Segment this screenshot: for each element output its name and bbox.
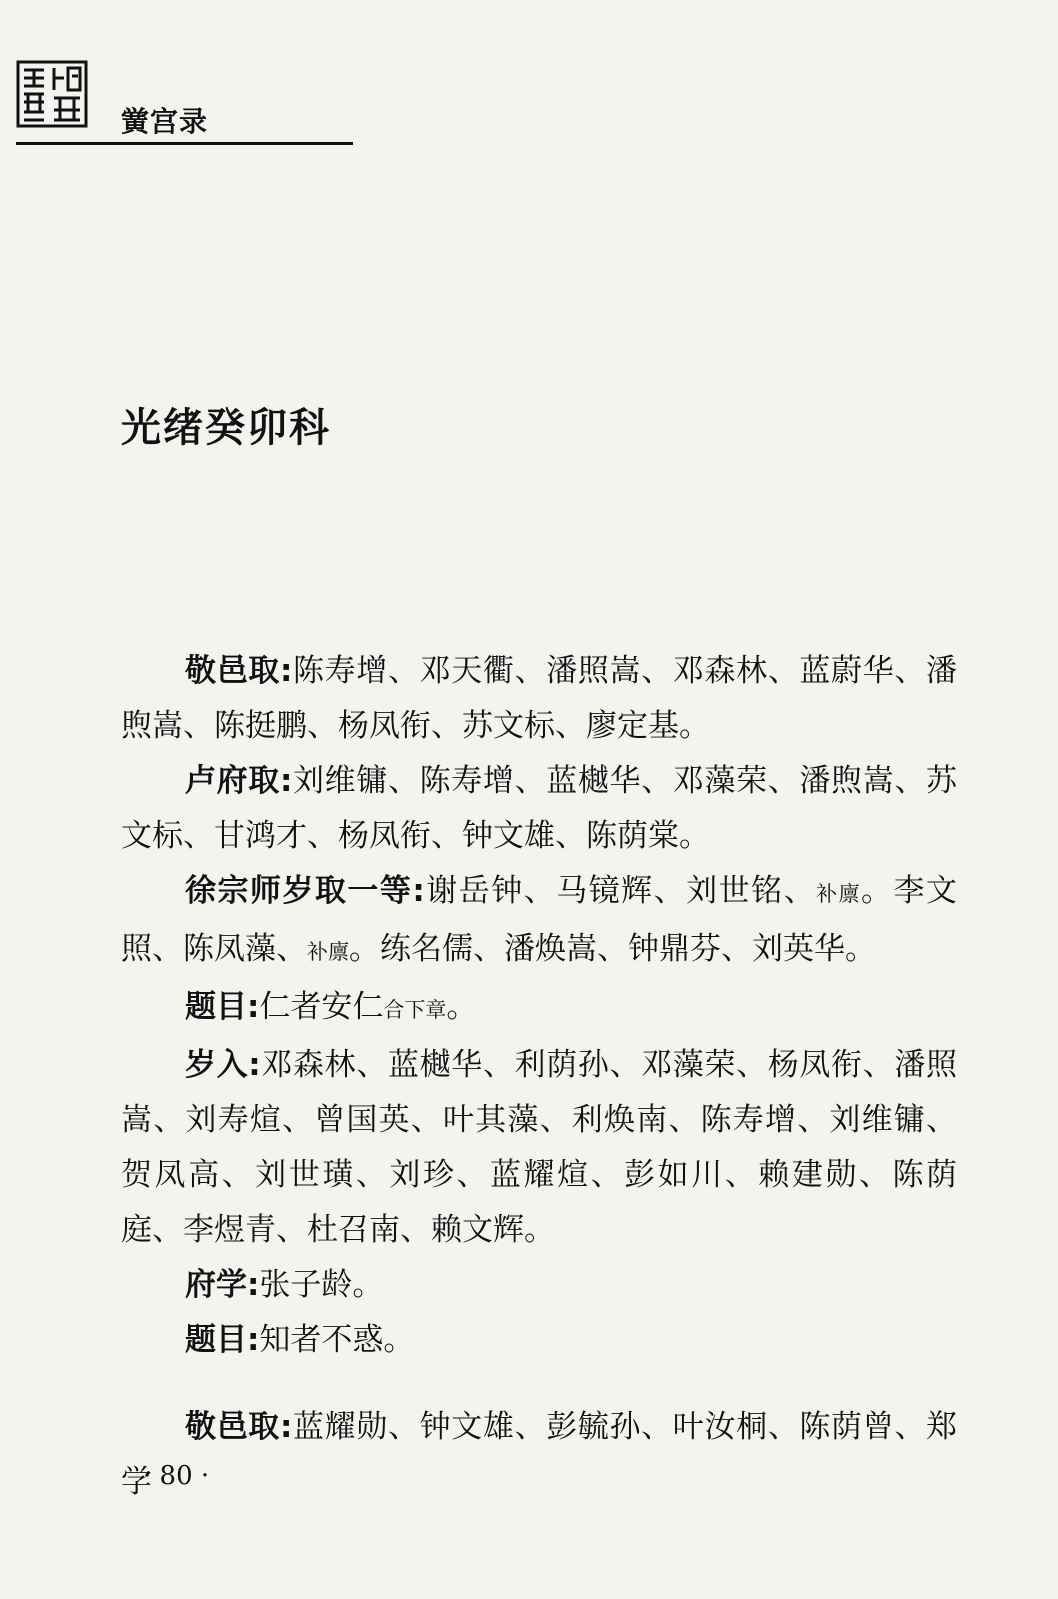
paragraph-text: 仁者安仁 (259, 989, 384, 1025)
page-number: · 80 · (143, 1461, 210, 1491)
paragraph (121, 1400, 957, 1510)
paragraph (121, 1038, 957, 1258)
paragraph-text: 陈寿增、邓天衢、潘照嵩、邓森林、蓝蔚华、潘煦嵩、陈挺鹏、杨凤衔、苏文标、廖定基。 (121, 653, 958, 744)
section-gap (121, 1368, 957, 1400)
inline-note: 合下章 (383, 998, 447, 1022)
paragraph-label: 岁入: (185, 1047, 261, 1083)
paragraph-text: 知者不惑。 (259, 1322, 415, 1358)
paragraph-text: 。练名儒、潘焕嵩、钟鼎芬、刘英华。 (349, 931, 876, 967)
paragraph-text: 。 (446, 989, 478, 1025)
paragraph-text: 蓝耀勋、钟文雄、彭毓孙、叶汝桐、陈荫曾、郑学 (121, 1409, 958, 1500)
chapter-title: 光绪癸卯科 (121, 405, 331, 451)
paragraph-label: 题目: (185, 989, 260, 1025)
paragraph (121, 754, 957, 864)
paragraph-text: 邓森林、蓝樾华、利荫孙、邓藻荣、杨凤衔、潘照嵩、刘寿煊、曾国英、叶其藻、利焕南、陈寿增、刘维镛、贺凤高、刘世璜、刘珍、蓝耀煊、彭如川、赖建勋、陈荫庭、李煜青、杜召南、赖文辉。 (121, 1047, 957, 1248)
paragraph-label: 题目: (185, 1322, 260, 1358)
paragraph (121, 1258, 957, 1313)
paragraph (121, 1313, 957, 1368)
paragraph (121, 864, 957, 980)
inline-note: 补廪 (307, 940, 349, 964)
body-text (121, 644, 957, 1510)
paragraph-text: 谢岳钟、马镜辉、刘世铭、 (424, 873, 817, 909)
running-header-title: 黉宫录 (121, 105, 209, 138)
header-rule (16, 142, 353, 145)
paragraph-text: 。李文照、陈凤藻、 (121, 873, 957, 967)
paragraph (121, 980, 957, 1038)
paragraph-label: 卢府取: (185, 763, 293, 799)
paragraph-label: 府学: (185, 1267, 260, 1303)
paragraph (121, 644, 957, 754)
seal-logo (16, 60, 88, 128)
paragraph-label: 徐宗师岁取一等: (185, 873, 425, 909)
paragraph-text: 刘维镛、陈寿增、蓝樾华、邓藻荣、潘煦嵩、苏文标、甘鸿才、杨凤衔、钟文雄、陈荫棠。 (121, 763, 958, 854)
paragraph-label: 敬邑取: (185, 653, 293, 689)
paragraph-text: 张子龄。 (259, 1267, 384, 1303)
paragraph-label: 敬邑取: (185, 1409, 293, 1445)
inline-note: 补廪 (816, 882, 862, 906)
